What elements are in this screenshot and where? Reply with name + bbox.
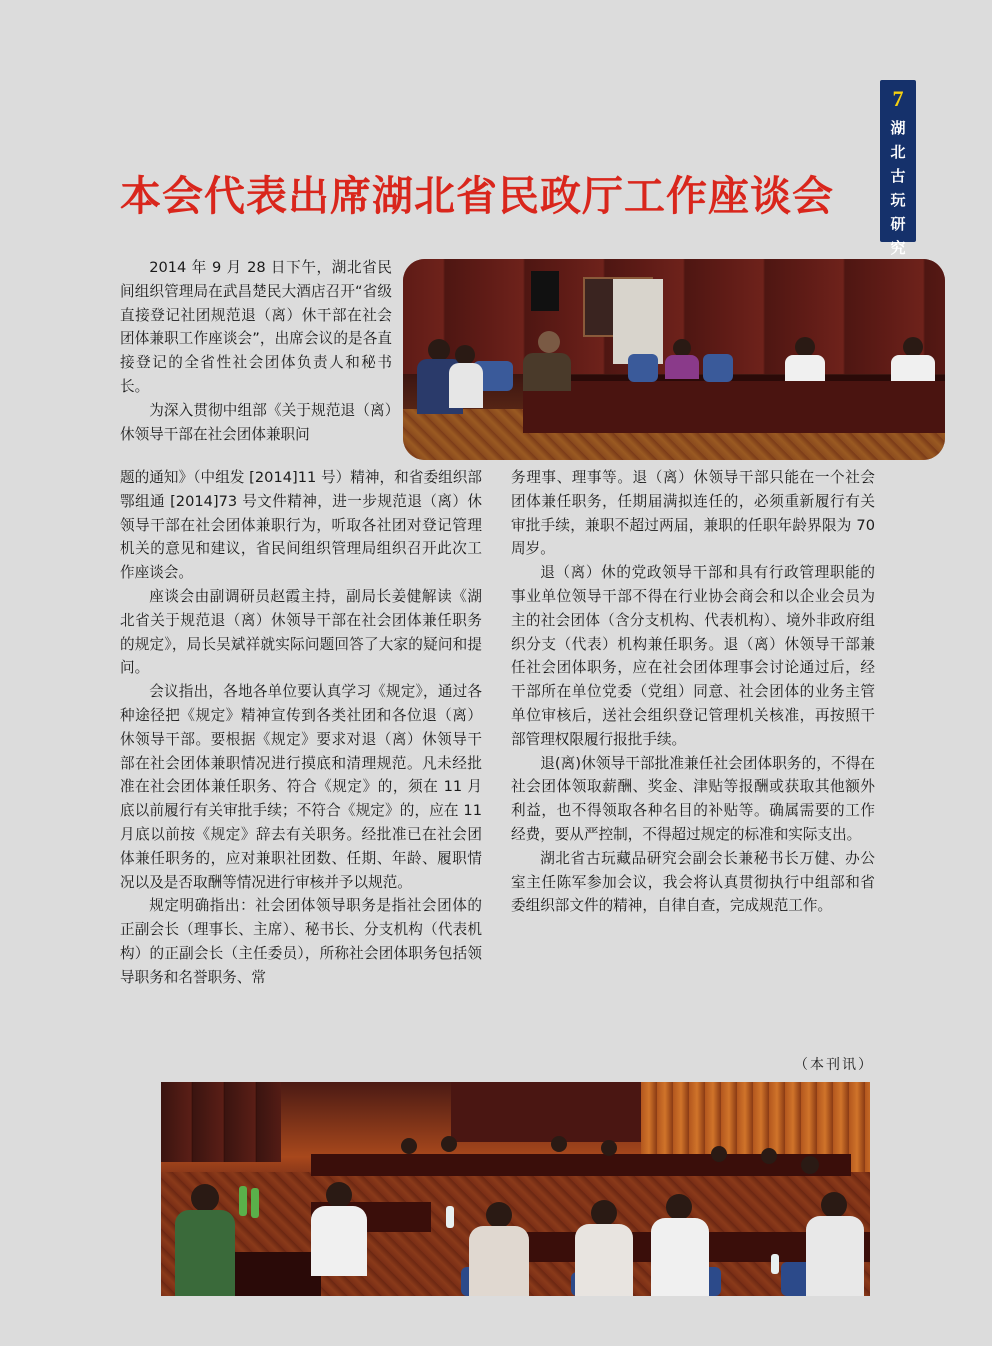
article-column-right	[511, 466, 875, 918]
paragraph: 2014 年 9 月 28 日下午，湖北省民间组织管理局在武昌楚民大酒店召开“省级直接登记社团规范退（离）休干部在社会团体兼职工作座谈会”，出席会议的是各直接登记的全省性社会团体负责人和秘书长。	[120, 259, 392, 395]
source-note: （本刊讯）	[794, 1057, 874, 1073]
paragraph-continued: 题的通知》（中组发 [2014]11 号）精神，和省委组织部鄂组通 [2014]73 号文件精神，进一步规范退（离）休领导干部在社会团体兼职行为，听取各社团对登记管理机关的意见和建议，省民间组织管理局组织召开此次工作座谈会。	[120, 469, 482, 582]
article-headline: 本会代表出席湖北省民政厅工作座谈会	[120, 172, 834, 220]
paragraph: 会议指出，各地各单位要认真学习《规定》，通过各种途径把《规定》精神宣传到各类社团和各位退（离）休领导干部。要根据《规定》要求对退（离）休领导干部在社会团体兼职情况进行摸底和清理规范。凡未经批准在社会团体兼任职务、符合《规定》的，须在 11 月底以前履行有关审批手续；不符合《规定》的，应在 11 月底以前按《规定》辞去有关职务。经批准已在社会团体兼任职务的，应对兼职社团数、任期、年龄、履职情况以及是否取酬等情况进行审核并予以规范。	[120, 683, 482, 891]
journal-title-char: 研	[890, 215, 906, 233]
side-tab	[880, 80, 916, 257]
paragraph: 座谈会由副调研员赵霞主持，副局长姜健解读《湖北省关于规范退（离）休领导干部在社会团体兼任职务的规定》，局长吴斌祥就实际问题回答了大家的疑问和提问。	[120, 587, 482, 677]
meeting-photo-top	[403, 259, 945, 460]
journal-title-char: 古	[890, 167, 906, 185]
article-column-left-top	[120, 256, 392, 446]
article-column-left-bottom	[120, 466, 482, 990]
meeting-photo-bottom	[161, 1082, 870, 1296]
journal-title-char: 究	[890, 239, 906, 257]
journal-title-vertical	[880, 116, 916, 260]
paragraph: 为深入贯彻中组部《关于规范退（离）休领导干部在社会团体兼职问	[120, 401, 392, 443]
paragraph: 退(离)休领导干部批准兼任社会团体职务的，不得在社会团体领取薪酬、奖金、津贴等报酬或获取其他额外利益，也不得领取各种名目的补贴等。确属需要的工作经费，要从严控制，不得超过规定的标准和实际支出。	[511, 754, 875, 843]
journal-title-char: 湖	[890, 119, 906, 137]
journal-title-char: 北	[890, 143, 906, 161]
page-number: 7	[892, 86, 904, 111]
paragraph: 湖北省古玩藏品研究会副会长兼秘书长万健、办公室主任陈军参加会议，我会将认真贯彻执行中组部和省委组织部文件的精神，自律自查，完成规范工作。	[511, 849, 875, 915]
paragraph: 规定明确指出：社会团体领导职务是指社会团体的正副会长（理事长、主席）、秘书长、分支机构（代表机构）的正副会长（主任委员），所称社会团体职务包括领导职务和名誉职务、常	[120, 897, 482, 986]
journal-title-char: 玩	[890, 191, 906, 209]
paragraph: 退（离）休的党政领导干部和具有行政管理职能的事业单位领导干部不得在行业协会商会和以企业会员为主的社会团体（含分支机构、代表机构）、境外非政府组织分支（代表）机构兼任职务。退（离）休领导干部兼任社会团体职务，应在社会团体理事会讨论通过后，经干部所在单位党委（党组）同意、社会团体的业务主管单位审核后，送社会组织登记管理机关核准，再按照干部管理权限履行报批手续。	[511, 564, 875, 748]
paragraph-continued: 务理事、理事等。退（离）休领导干部只能在一个社会团体兼任职务，任期届满拟连任的，必须重新履行有关审批手续，兼职不超过两届，兼职的任职年龄界限为 70 周岁。	[511, 469, 875, 558]
